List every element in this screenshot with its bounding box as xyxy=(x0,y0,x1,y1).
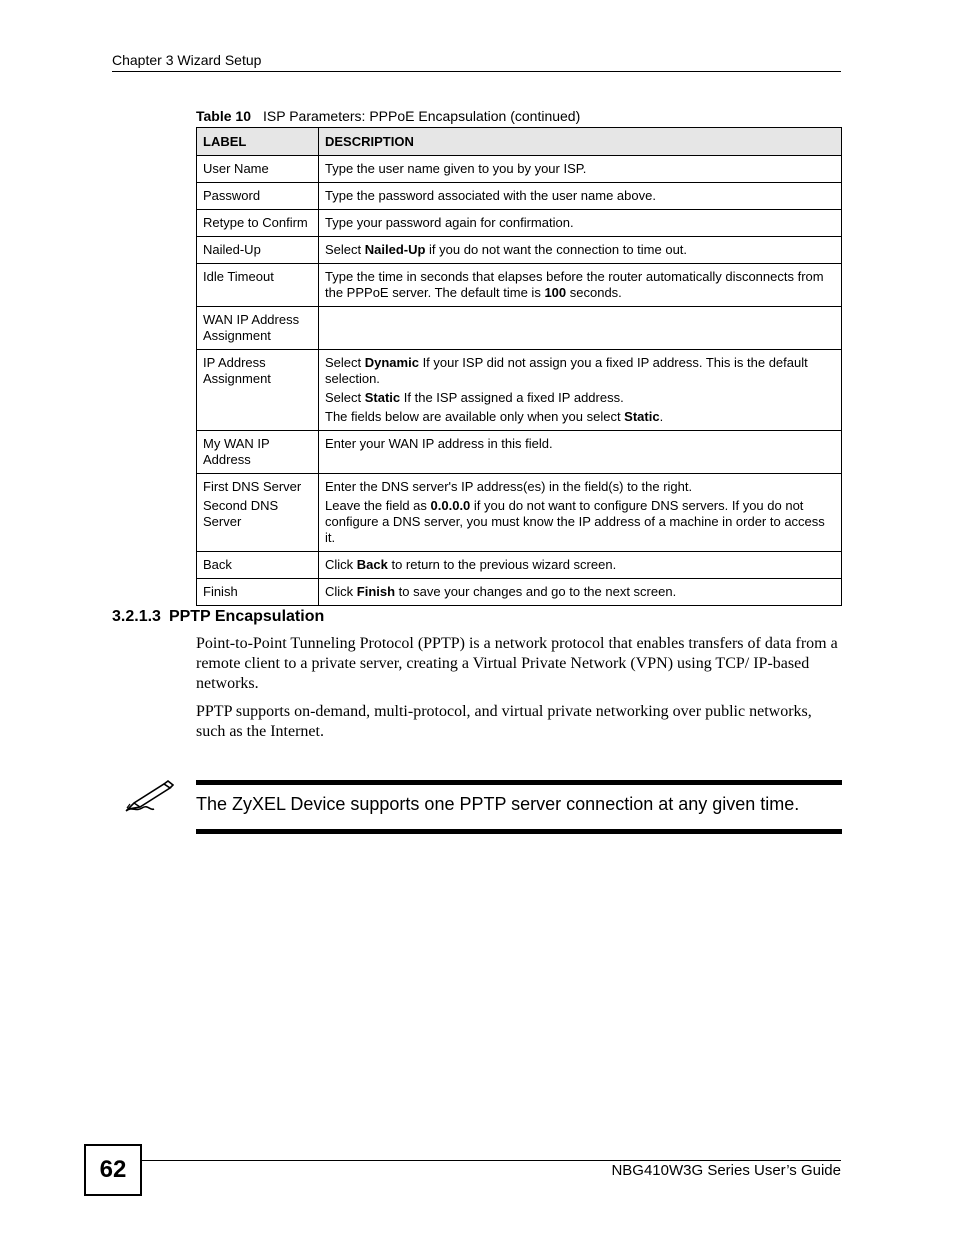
row-description xyxy=(325,409,835,425)
emphasized-term: 0.0.0.0 xyxy=(430,498,471,513)
row-description xyxy=(325,479,835,495)
emphasized-term: Back xyxy=(356,557,388,572)
description-text: Type the time in seconds that elapses before the router automatically disconnects from the PPPoE server. The default time is xyxy=(325,269,824,300)
table-row xyxy=(197,307,842,350)
row-description-cell xyxy=(319,183,842,210)
table-row xyxy=(197,431,842,474)
table-caption-text: ISP Parameters: PPPoE Encapsulation (continued) xyxy=(263,108,581,124)
row-label-cell xyxy=(197,237,319,264)
table-row xyxy=(197,210,842,237)
row-label-cell xyxy=(197,474,319,552)
row-label: Nailed-Up xyxy=(203,242,261,257)
page-number: 62 xyxy=(84,1144,142,1196)
row-label: First DNS Server xyxy=(203,479,302,494)
row-description xyxy=(325,188,835,204)
emphasized-term: Nailed-Up xyxy=(364,242,426,257)
emphasized-term: 100 xyxy=(544,285,567,300)
description-text: if you do not want the connection to time out. xyxy=(425,242,688,257)
row-description-cell xyxy=(319,156,842,183)
table-row xyxy=(197,156,842,183)
description-text: Enter your WAN IP address in this field. xyxy=(325,436,553,451)
row-label-cell xyxy=(197,156,319,183)
guide-title: NBG410W3G Series User’s Guide xyxy=(611,1162,841,1179)
description-text: seconds. xyxy=(566,285,622,300)
description-text: Leave the field as xyxy=(325,498,431,513)
description-text: Click xyxy=(325,557,357,572)
emphasized-term: Static xyxy=(624,409,660,424)
description-text: Type your password again for confirmation. xyxy=(325,215,574,230)
row-description xyxy=(325,161,835,177)
row-label: IP Address Assignment xyxy=(203,355,271,386)
description-text: Enter the DNS server's IP address(es) in the field(s) to the right. xyxy=(325,479,693,494)
table-header-row xyxy=(197,128,842,156)
row-description-cell xyxy=(319,579,842,606)
row-label-cell xyxy=(197,264,319,307)
row-description xyxy=(325,557,835,573)
row-label: Idle Timeout xyxy=(203,269,274,284)
table-row xyxy=(197,474,842,552)
description-text: Select xyxy=(325,242,365,257)
row-label: Finish xyxy=(203,584,238,599)
description-text: If the ISP assigned a fixed IP address. xyxy=(400,390,624,405)
emphasized-term: Dynamic xyxy=(364,355,419,370)
row-description-cell xyxy=(319,210,842,237)
table-row xyxy=(197,264,842,307)
table-caption xyxy=(196,108,580,124)
row-description-cell xyxy=(319,431,842,474)
row-description-cell xyxy=(319,552,842,579)
row-description xyxy=(325,215,835,231)
row-label: Back xyxy=(203,557,232,572)
row-description-cell xyxy=(319,264,842,307)
body-paragraph: PPTP supports on-demand, multi-protocol, and virtual private networking over public networks, such as the Internet. xyxy=(196,703,812,740)
table-body xyxy=(197,156,842,606)
row-label-cell xyxy=(197,307,319,350)
pencil-note-icon xyxy=(124,778,174,814)
section-number: 3.2.1.3 xyxy=(112,608,161,625)
emphasized-term: Finish xyxy=(356,584,396,599)
row-description xyxy=(325,498,835,546)
row-label: My WAN IP Address xyxy=(203,436,270,467)
row-label-cell xyxy=(197,210,319,237)
table-row xyxy=(197,579,842,606)
isp-parameters-table xyxy=(196,127,842,606)
row-label: Password xyxy=(203,188,261,203)
row-description xyxy=(325,390,835,406)
row-description xyxy=(325,436,835,452)
column-header-label: LABEL xyxy=(197,128,319,156)
row-label: User Name xyxy=(203,161,269,176)
row-description xyxy=(325,242,835,258)
row-description-cell xyxy=(319,237,842,264)
description-text: The fields below are available only when you select xyxy=(325,409,625,424)
description-text: Type the password associated with the user name above. xyxy=(325,188,656,203)
footer-divider xyxy=(140,1160,841,1161)
row-label-cell xyxy=(197,350,319,431)
table-row xyxy=(197,552,842,579)
row-label: WAN IP Address Assignment xyxy=(203,312,300,343)
row-label-cell xyxy=(197,579,319,606)
row-label: Retype to Confirm xyxy=(203,215,308,230)
chapter-header: Chapter 3 Wizard Setup xyxy=(112,52,262,68)
row-description-cell xyxy=(319,474,842,552)
body-paragraph: Point-to-Point Tunneling Protocol (PPTP) is a network protocol that enables transfers of data from a remote client to a private server, creating a Virtual Private Network (VPN) using TCP/ IP-based networks. xyxy=(196,635,838,692)
row-description xyxy=(325,269,835,301)
section-title: PPTP Encapsulation xyxy=(168,608,325,625)
table-caption-label: Table 10 xyxy=(196,108,251,124)
description-text: . xyxy=(659,409,664,424)
description-text: to save your changes and go to the next screen. xyxy=(395,584,677,599)
row-label-cell xyxy=(197,183,319,210)
table-row xyxy=(197,183,842,210)
row-description-cell xyxy=(319,350,842,431)
row-description xyxy=(325,355,835,387)
note-top-rule xyxy=(196,780,842,785)
description-text: Type the user name given to you by your ISP. xyxy=(325,161,587,176)
header-divider xyxy=(112,71,841,72)
emphasized-term: Static xyxy=(364,390,401,405)
table-row xyxy=(197,350,842,431)
description-text: If your ISP did not assign you a fixed IP address. This is the default selection. xyxy=(325,355,808,386)
description-text: Click xyxy=(325,584,357,599)
note-bottom-rule xyxy=(196,829,842,834)
section-heading xyxy=(112,608,324,626)
row-description-cell xyxy=(319,307,842,350)
column-header-description: DESCRIPTION xyxy=(319,128,842,156)
description-text: Select xyxy=(325,355,365,370)
description-text: Select xyxy=(325,390,365,405)
row-description xyxy=(325,584,835,600)
description-text: to return to the previous wizard screen. xyxy=(387,557,617,572)
row-label-cell xyxy=(197,552,319,579)
row-label-cell xyxy=(197,431,319,474)
note-text: The ZyXEL Device supports one PPTP server connection at any given time. xyxy=(196,794,800,814)
row-label: Second DNS Server xyxy=(203,498,279,529)
description-text: if you do not want to configure DNS servers. If you do not configure a DNS server, you must know the IP address of a machine in order to access it. xyxy=(325,498,825,545)
table-row xyxy=(197,237,842,264)
